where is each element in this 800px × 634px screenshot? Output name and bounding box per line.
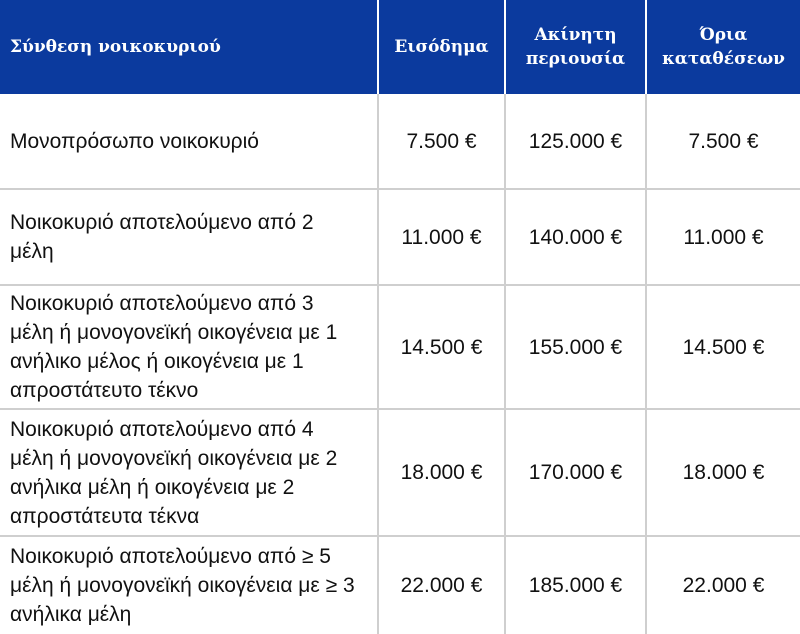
header-real-estate: Ακίνητη περιουσία [505, 0, 646, 94]
deposit-limit-cell: 7.500 € [646, 94, 800, 189]
income-cell: 14.500 € [378, 285, 505, 409]
deposit-limit-cell: 11.000 € [646, 189, 800, 285]
header-row [0, 0, 800, 94]
income-cell: 22.000 € [378, 536, 505, 634]
deposit-limit-cell: 22.000 € [682, 574, 765, 597]
table-header [0, 0, 800, 94]
table-body [0, 94, 800, 634]
real-estate-cell: 155.000 € [505, 285, 646, 409]
income-cell: 11.000 € [378, 189, 505, 285]
header-income: Εισόδημα [378, 0, 505, 94]
real-estate-cell: 140.000 € [505, 189, 646, 285]
household-composition-cell: Νοικοκυριό αποτελούμενο από 4 μέλη ή μονογονεϊκή οικογένεια με 2 ανήλικα μέλη ή οικογένεια με 2 απροστάτευτα τέκνα [0, 409, 378, 536]
deposit-limit-cell: 18.000 € [646, 409, 800, 536]
deposit-limit-cell: 14.500 € [646, 285, 800, 409]
table-row [0, 536, 800, 634]
table-row [0, 189, 800, 285]
real-estate-cell: 170.000 € [505, 409, 646, 536]
real-estate-cell: 185.000 € [505, 536, 646, 634]
household-composition-cell: Νοικοκυριό αποτελούμενο από ≥ 5 μέλη ή μονογονεϊκή οικογένεια με ≥ 3 ανήλικα μέλη [0, 536, 378, 634]
table-row [0, 285, 800, 409]
household-composition-cell: Νοικοκυριό αποτελούμενο από 3 μέλη ή μονογονεϊκή οικογένεια με 1 ανήλικο μέλος ή οικογένεια με 1 απροστάτευτο τέκνο [0, 285, 378, 409]
header-deposit-limits: Όρια καταθέσεων [646, 0, 800, 94]
table-row [0, 94, 800, 189]
household-composition-cell: Μονοπρόσωπο νοικοκυριό [0, 94, 378, 189]
table-row [0, 409, 800, 536]
header-household-composition: Σύνθεση νοικοκυριού [0, 0, 378, 94]
income-cell: 18.000 € [378, 409, 505, 536]
household-composition-cell: Νοικοκυριό αποτελούμενο από 2 μέλη [0, 189, 378, 285]
real-estate-cell: 125.000 € [505, 94, 646, 189]
income-cell: 7.500 € [378, 94, 505, 189]
